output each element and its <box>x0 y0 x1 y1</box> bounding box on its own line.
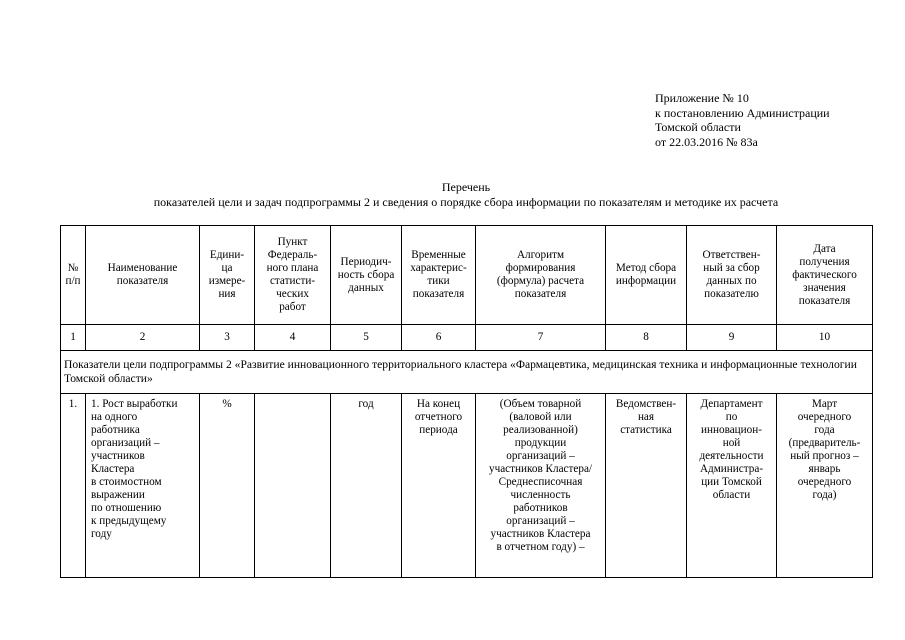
cell-line: численность <box>510 489 571 501</box>
cell-line: статистика <box>620 424 672 436</box>
cell-line: ный за сбор <box>703 262 760 274</box>
cell-line: ца <box>221 262 233 274</box>
cell-line: значения <box>803 281 846 294</box>
title-line-1: Перечень <box>441 180 491 194</box>
column-number: 8 <box>606 325 687 351</box>
cell-line: ческих <box>276 288 309 300</box>
cell-line: (Объем товарной <box>499 398 582 410</box>
header-cell <box>61 226 86 325</box>
header-cell <box>476 226 606 325</box>
header-cell <box>777 226 873 325</box>
cell-line: года) <box>812 489 837 501</box>
cell-line: Наименование <box>107 262 178 274</box>
cell-line: организаций – <box>91 437 160 449</box>
cell-line: деятельности <box>699 450 764 462</box>
cell-line: Ведомствен- <box>615 398 677 410</box>
appendix-line: Томской области <box>655 120 741 134</box>
cell-line: Ответствен- <box>702 249 761 261</box>
header-cell <box>606 226 687 325</box>
column-number: 2 <box>86 325 200 351</box>
cell-line: работника <box>91 424 140 436</box>
cell-line: работников <box>513 502 568 514</box>
header-cell <box>331 226 402 325</box>
cell-line: измере- <box>208 275 246 287</box>
row-number: 1. <box>61 394 86 578</box>
cell-line: Среднесписочная <box>498 476 583 488</box>
cell-line: № <box>67 262 79 274</box>
cell-line: (формула) расчета <box>496 275 585 287</box>
cell-line: показателя <box>412 288 465 300</box>
section-row <box>61 351 873 394</box>
column-number: 7 <box>476 325 606 351</box>
indicators-table <box>60 225 873 578</box>
time-characteristics-cell <box>402 394 476 578</box>
cell-line: очередного <box>797 411 852 423</box>
cell-line: ный прогноз – <box>790 450 859 462</box>
cell-line: отчетного <box>414 411 463 423</box>
cell-line: показателя <box>798 294 851 307</box>
column-number: 4 <box>255 325 331 351</box>
cell-line: Едини- <box>209 249 245 261</box>
cell-line: ная <box>637 411 655 423</box>
cell-line: Федераль- <box>267 249 318 261</box>
column-number: 5 <box>331 325 402 351</box>
cell-line: информации <box>615 275 677 287</box>
cell-line: работ <box>279 301 306 313</box>
cell-line: ной <box>722 437 741 449</box>
indicator-name <box>86 394 200 578</box>
cell-line: очередного <box>797 476 852 488</box>
column-number: 6 <box>402 325 476 351</box>
column-number-row <box>61 325 873 351</box>
column-number: 9 <box>687 325 777 351</box>
cell-line: ния <box>218 288 236 300</box>
column-number: 10 <box>777 325 873 351</box>
cell-line: году <box>91 528 112 540</box>
cell-line: январь <box>808 463 841 475</box>
document-title <box>60 180 872 210</box>
cell-line: получения <box>799 255 850 268</box>
cell-line: характерис- <box>410 262 467 274</box>
table-row <box>61 394 873 578</box>
cell-line: показателя <box>514 288 567 300</box>
header-cell <box>200 226 255 325</box>
column-number: 1 <box>61 325 86 351</box>
cell-line: Периодич- <box>340 255 392 268</box>
cell-line: тики <box>427 275 450 287</box>
unit-cell: % <box>200 394 255 578</box>
cell-line: данных <box>348 281 384 294</box>
cell-line: (предваритель- <box>788 437 861 449</box>
cell-line: организаций – <box>506 515 575 527</box>
cell-line: 1. Рост выработки <box>91 398 178 410</box>
cell-line: Администра- <box>699 463 764 475</box>
cell-line: Пункт <box>277 236 308 248</box>
cell-line: участников <box>91 450 145 462</box>
cell-line: показателя <box>116 275 169 287</box>
header-row <box>61 226 873 325</box>
cell-line: области <box>712 489 751 501</box>
cell-line: п/п <box>65 275 81 287</box>
cell-line: выражении <box>91 489 145 501</box>
federal-plan-cell <box>255 394 331 578</box>
algorithm-cell <box>476 394 606 578</box>
header-cell <box>86 226 200 325</box>
responsible-cell <box>687 394 777 578</box>
cell-line: формирования <box>505 262 576 274</box>
cell-line: Март <box>811 398 838 410</box>
appendix-line: от 22.03.2016 № 83а <box>655 134 758 149</box>
cell-line: показателю <box>704 288 759 300</box>
cell-line: участников Кластера/ <box>488 463 593 475</box>
date-cell <box>777 394 873 578</box>
cell-line: данных по <box>706 275 757 287</box>
cell-line: ного плана <box>266 262 319 274</box>
cell-line: продукции <box>514 437 567 449</box>
section-title: Показатели цели подпрограммы 2 «Развитие инновационного территориального кластера «Фармацевтика, медицинская техника и информационные технологии Томской области» <box>61 351 873 394</box>
cell-line: участников Кластера <box>490 528 591 540</box>
cell-line: по <box>725 411 738 423</box>
cell-line: Временные <box>411 249 466 261</box>
cell-line: статисти- <box>269 275 316 287</box>
periodicity-cell: год <box>331 394 402 578</box>
cell-line: инновацион- <box>701 424 762 436</box>
cell-line: в стоимостном <box>91 476 162 488</box>
appendix-line: к постановлению Администрации <box>655 105 830 120</box>
cell-line: реализованной) <box>503 424 578 436</box>
cell-line: по отношению <box>91 502 162 514</box>
cell-line: фактического <box>792 268 857 281</box>
cell-line: Кластера <box>91 463 135 475</box>
cell-line: ность сбора <box>337 268 395 281</box>
cell-line: Алгоритм <box>516 249 565 261</box>
cell-line: Метод сбора <box>615 262 677 274</box>
cell-line: Дата <box>813 242 836 255</box>
cell-line: в отчетном году) – <box>496 541 585 553</box>
appendix-line: Приложение № 10 <box>655 91 749 105</box>
cell-line: периода <box>419 424 458 436</box>
cell-line: года <box>814 424 835 436</box>
cell-line: Департамент <box>700 398 763 410</box>
cell-line: На конец <box>416 398 461 410</box>
method-cell <box>606 394 687 578</box>
cell-line: ции Томской <box>701 476 762 488</box>
appendix-block <box>655 91 830 149</box>
header-cell <box>402 226 476 325</box>
cell-line: к предыдущему <box>91 515 167 527</box>
header-cell <box>255 226 331 325</box>
cell-line: на одного <box>91 411 138 423</box>
header-cell <box>687 226 777 325</box>
cell-line: (валовой или <box>509 411 572 423</box>
cell-line: организаций – <box>506 450 575 462</box>
column-number: 3 <box>200 325 255 351</box>
title-line-2: показателей цели и задач подпрограммы 2 и сведения о порядке сбора информации по показателям и методике их расчета <box>153 195 779 209</box>
